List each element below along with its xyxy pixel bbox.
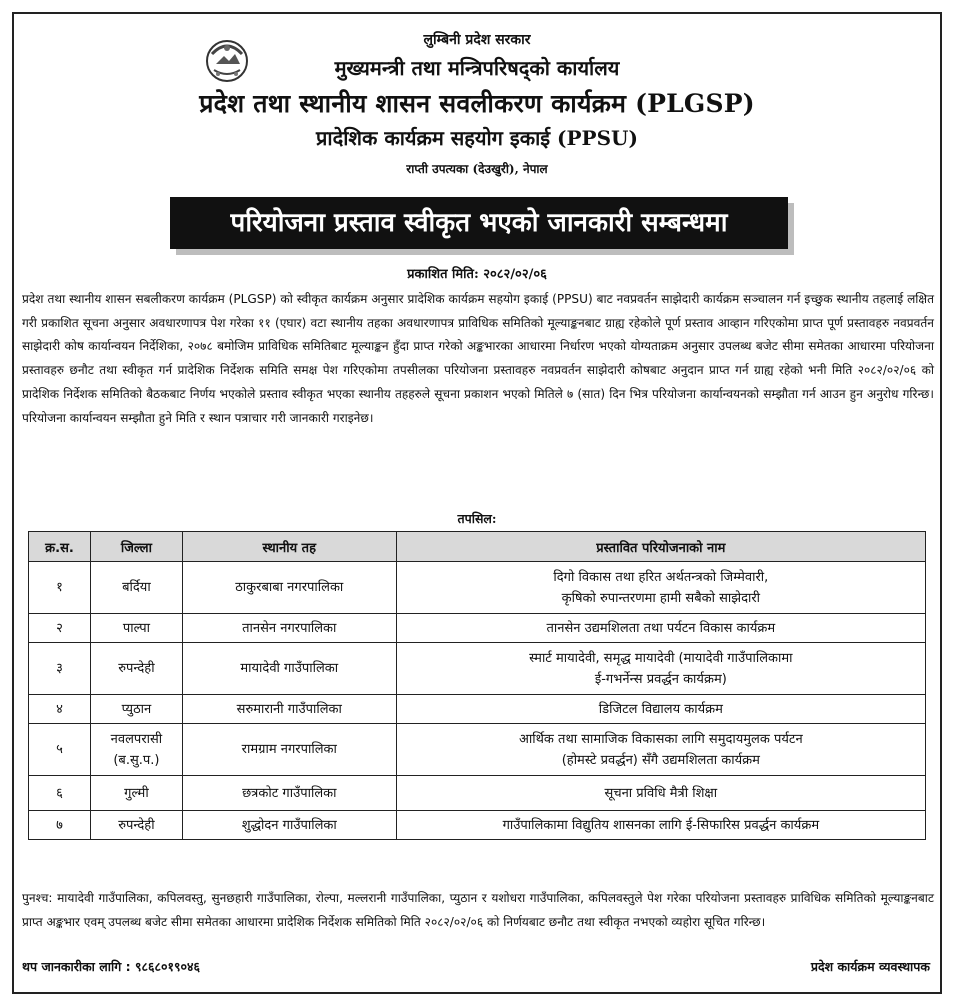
row-local-level: शुद्धोदन गाउँपालिका [182, 811, 396, 840]
header-district: जिल्ला [90, 532, 182, 562]
row-project [396, 643, 925, 695]
row-sn: ६ [29, 776, 91, 811]
row-sn: ५ [29, 724, 91, 776]
projects-table [28, 531, 926, 840]
district-line: नवलपरासी [110, 731, 163, 747]
table-row [29, 811, 926, 840]
project-line: आर्थिक तथा सामाजिक विकासका लागि समुदायमुलक पर्यटन [518, 731, 803, 747]
unit-name: प्रादेशिक कार्यक्रम सहयोग इकाई (PPSU) [316, 126, 638, 150]
project-line: सूचना प्रविधि मैत्री शिक्षा [604, 785, 718, 801]
header-local-level: स्थानीय तह [182, 532, 396, 562]
office-name: मुख्यमन्त्री तथा मन्त्रिपरिषद्को कार्यालय [334, 56, 620, 80]
program-name: प्रदेश तथा स्थानीय शासन सवलीकरण कार्यक्रम (PLGSP) [199, 89, 755, 118]
row-project [396, 776, 925, 811]
row-district: पाल्पा [90, 614, 182, 643]
row-local-level: ठाकुरबाबा नगरपालिका [182, 562, 396, 614]
row-sn: १ [29, 562, 91, 614]
footnote: पुनश्च: मायादेवी गाउँपालिका, कपिलवस्तु, सुनछहारी गाउँपालिका, रोल्पा, मल्लरानी गाउँपालिका, प्युठान र यशोधरा गाउँपालिका, कपिलवस्तुले पेश गरेका परियोजना प्रस्तावहरु प्राविधिक समितिको मूल्याङ्कनबाट प्राप्त अङ्कभार एवम् उपलब्ध बजेट सीमा समेतका आधारमा प्रादेशिक निर्देशक समितिको मिति २०८२/०२/०६ को निर्णयबाट छनौट तथा स्वीकृत नभएको व्यहोरा सूचित गरिन्छ। [22, 891, 934, 929]
notice-frame [12, 12, 942, 994]
row-project [396, 811, 925, 840]
row-project [396, 562, 925, 614]
header-sn: क्र.स. [29, 532, 91, 562]
row-sn: ३ [29, 643, 91, 695]
row-project [396, 724, 925, 776]
office-location: राप्ती उपत्यका (देउखुरी), नेपाल [406, 162, 548, 176]
row-sn: २ [29, 614, 91, 643]
project-line: गाउँपालिकामा विद्युतिय शासनका लागि ई-सिफारिस प्रवर्द्धन कार्यक्रम [502, 817, 820, 833]
row-district: रुपन्देही [90, 811, 182, 840]
signatory: प्रदेश कार्यक्रम व्यवस्थापक [810, 959, 930, 974]
table-row [29, 695, 926, 724]
row-local-level: सरुमारानी गाउँपालिका [182, 695, 396, 724]
row-sn: ४ [29, 695, 91, 724]
project-line: स्मार्ट मायादेवी, समृद्ध मायादेवी (मायादेवी गाउँपालिकामा [529, 650, 793, 666]
table-row [29, 776, 926, 811]
row-sn: ७ [29, 811, 91, 840]
row-local-level: मायादेवी गाउँपालिका [182, 643, 396, 695]
row-district: बर्दिया [90, 562, 182, 614]
row-district: रुपन्देही [90, 643, 182, 695]
notice-body: प्रदेश तथा स्थानीय शासन सबलीकरण कार्यक्रम (PLGSP) को स्वीकृत कार्यक्रम अनुसार प्रादेशिक कार्यक्रम सहयोग इकाई (PPSU) बाट नवप्रवर्तन साझेदारी कार्यक्रम सञ्चालन गर्न इच्छुक स्थानीय तहलाई लक्षित गरी प्रकाशित सूचना अनुसार अवधारणापत्र पेश गरेका ११ (एघार) वटा स्थानीय तहका अवधारणापत्र प्राविधिक समितिको मूल्याङ्कनबाट ग्राह्य रहेकोले पूर्ण प्रस्ताव आव्हान गरिएकोमा प्राप्त पूर्ण प्रस्तावहरु नवप्रवर्तन साझेदारी कोष कार्यान्वयन निर्देशिका, २०७८ बमोजिम प्राविधिक समितिबाट मूल्याङ्कन हुँदा प्राप्त गरेको अङ्कभारका आधारमा निर्धारण भएको योग्यताक्रम अनुसार उपलब्ध बजेट सीमा समेतका आधारमा परियोजना प्रस्तावहरु छनौट तथा स्वीकृत गर्न प्रादेशिक निर्देशक समिति समक्ष पेश गरिएकोमा तपसीलका परियोजना प्रस्तावहरु नवप्रवर्तन साझेदारी कोषबाट अनुदान प्राप्त गर्न ग्राह्य रहेको भनी मिति २०८२/०२/०६ को प्रादेशिक निर्देशक समितिको बैठकबाट निर्णय भएकोले प्रस्ताव स्वीकृत भएका स्थानीय तहहरुले सूचना प्रकाशन भएको मितिले ७ (सात) दिन भित्र परियोजना कार्यान्वयनको सम्झौता गर्न आउन हुन अनुरोध गरिन्छ। परियोजना कार्यान्वयन सम्झौता हुने मिति र स्थान पत्राचार गरी जानकारी गराइनेछ। [22, 292, 934, 425]
government-name: लुम्बिनी प्रदेश सरकार [423, 32, 531, 48]
publication-date: प्रकाशित मिति: २०८२/०२/०६ [407, 267, 547, 282]
project-line: (होमस्टे प्रवर्द्धन) सँगै उद्यमशिलता कार्यक्रम [561, 752, 760, 768]
project-line: तानसेन उद्यमशिलता तथा पर्यटन विकास कार्यक्रम [546, 620, 776, 636]
row-local-level: छत्रकोट गाउँपालिका [182, 776, 396, 811]
table-row [29, 562, 926, 614]
table-header-row [29, 532, 926, 562]
project-line: दिगो विकास तथा हरित अर्थतन्त्रको जिम्मेवारी, [553, 569, 769, 585]
project-line: डिजिटल विद्यालय कार्यक्रम [598, 701, 723, 717]
notice-header [14, 14, 940, 214]
row-project [396, 614, 925, 643]
project-line: ई-गभर्नेन्स प्रवर्द्धन कार्यक्रम) [594, 671, 727, 687]
row-district [90, 724, 182, 776]
schedule-label: तपसिल: [457, 511, 497, 526]
contact-info: थप जानकारीका लागि : ९८६८०१९०४६ [22, 959, 200, 974]
notice-title: परियोजना प्रस्ताव स्वीकृत भएको जानकारी सम्बन्धमा [170, 197, 788, 249]
project-line: कृषिको रुपान्तरणमा हामी सबैको साझेदारी [561, 590, 761, 606]
row-project [396, 695, 925, 724]
table-row [29, 724, 926, 776]
row-district: गुल्मी [90, 776, 182, 811]
district-line: (ब.सु.प.) [113, 752, 160, 768]
table-row [29, 614, 926, 643]
row-local-level: रामग्राम नगरपालिका [182, 724, 396, 776]
table-row [29, 643, 926, 695]
header-project-name: प्रस्तावित परियोजनाको नाम [396, 532, 925, 562]
row-district: प्युठान [90, 695, 182, 724]
row-local-level: तानसेन नगरपालिका [182, 614, 396, 643]
